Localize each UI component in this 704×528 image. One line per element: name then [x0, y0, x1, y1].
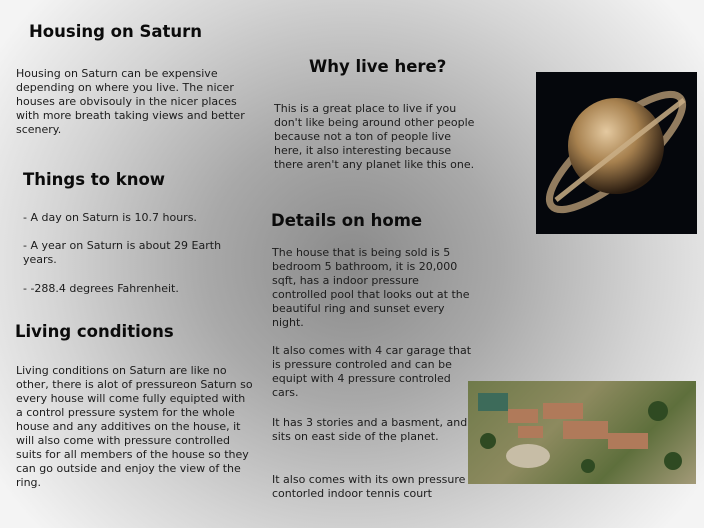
- living-conditions-paragraph: Living conditions on Saturn are like no other, there is alot of pressureon Saturn so every house will come fully equipted with a control pressure system for the whole house and any additives on the house, it will also come with pressure controlled suits for all members of the house so they can go outside and enjoy the view of the ring.: [16, 364, 253, 489]
- fact-day-length: - A day on Saturn is 10.7 hours.: [23, 211, 197, 224]
- saturn-image: [536, 72, 697, 234]
- why-live-here-paragraph: This is a great place to live if you don't like being around other people because not a ton of people live here, it also interesting because there aren't any planet like this one.: [274, 102, 475, 171]
- details-paragraph-1: The house that is being sold is 5 bedroom 5 bathroom, it is 20,000 sqft, has a indoor pressure controlled pool that looks out at the beautiful ring and sunset every night.: [272, 246, 470, 329]
- fact-year-length: - A year on Saturn is about 29 Earth years.: [23, 239, 222, 266]
- fact-temperature: - -288.4 degrees Fahrenheit.: [23, 282, 179, 295]
- heading-things-to-know: Things to know: [23, 170, 166, 189]
- details-paragraph-3: It has 3 stories and a basment, and sits on east side of the planet.: [272, 416, 468, 443]
- title-housing-on-saturn: Housing on Saturn: [29, 22, 203, 41]
- heading-living-conditions: Living conditions: [15, 322, 174, 341]
- heading-why-live-here: Why live here?: [309, 57, 447, 76]
- details-paragraph-2: It also comes with 4 car garage that is pressure controled and can be equipt with 4 pressure controled cars.: [272, 344, 472, 399]
- house-aerial-image: [468, 381, 696, 484]
- intro-paragraph: Housing on Saturn can be expensive depending on where you live. The nicer houses are obvisouly in the nicer places with more breath taking views and better scenery.: [16, 67, 245, 136]
- details-paragraph-4: It also comes with its own pressure contorled indoor tennis court: [272, 473, 466, 500]
- heading-details-on-home: Details on home: [271, 211, 423, 230]
